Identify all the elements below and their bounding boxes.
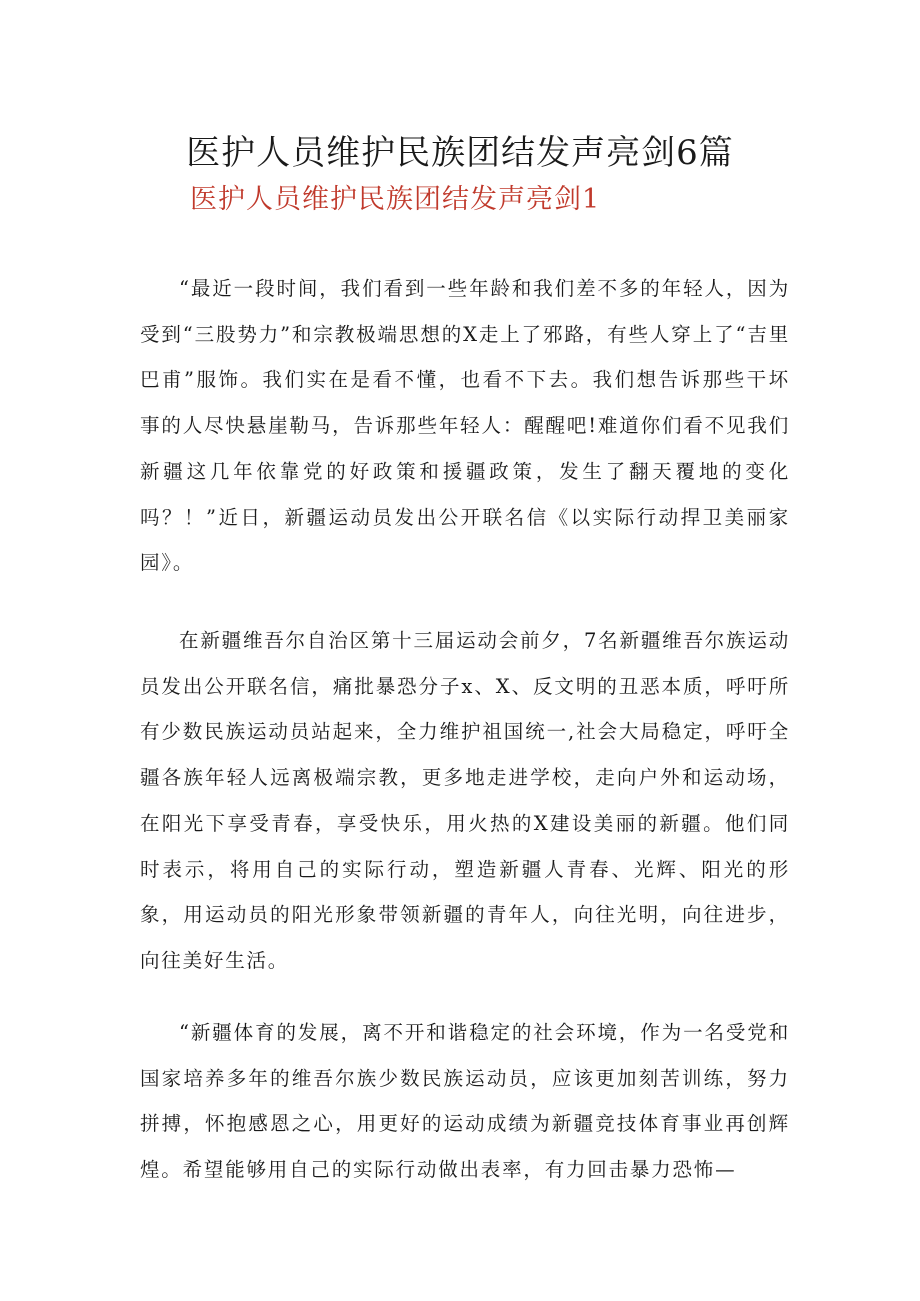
paragraph-3: “新疆体育的发展，离不开和谐稳定的社会环境，作为一名受党和国家培养多年的维吾尔族少数民族运动员，应该更加刻苦训练，努力拼搏，怀抱感恩之心，用更好的运动成绩为新疆竞技体育事业再创辉煌。希望能够用自己的实际行动做出表率，有力回击暴力恐怖— bbox=[140, 1021, 790, 1182]
document-title: 医护人员维护民族团结发声亮剑6篇 bbox=[186, 133, 734, 173]
paragraph-1: “最近一段时间，我们看到一些年龄和我们差不多的年轻人，因为受到“三股势力”和宗教极端思想的X走上了邪路，有些人穿上了“吉里巴甫”服饰。我们实在是看不懂，也看不下去。我们想告诉那些干坏事的人尽快悬崖勒马，告诉那些年轻人：醒醒吧!难道你们看不见我们新疆这几年依靠党的好政策和援疆政策，发生了翻天覆地的变化吗？！”近日，新疆运动员发出公开联名信《以实际行动捍卫美丽家园》。 bbox=[140, 277, 790, 575]
paragraph-2: 在新疆维吾尔自治区第十三届运动会前夕，7名新疆维吾尔族运动员发出公开联名信，痛批暴恐分子x、X、反文明的丑恶本质，呼吁所有少数民族运动员站起来，全力维护祖国统一,社会大局稳定，呼吁全疆各族年轻人远离极端宗教，更多地走进学校，走向户外和运动场，在阳光下享受青春，享受快乐，用火热的X建设美丽的新疆。他们同时表示，将用自己的实际行动，塑造新疆人青春、光辉、阳光的形象，用运动员的阳光形象带领新疆的青年人，向往光明，向往进步，向往美好生活。 bbox=[140, 629, 790, 972]
section-title: 医护人员维护民族团结发声亮剑1 bbox=[190, 184, 601, 215]
